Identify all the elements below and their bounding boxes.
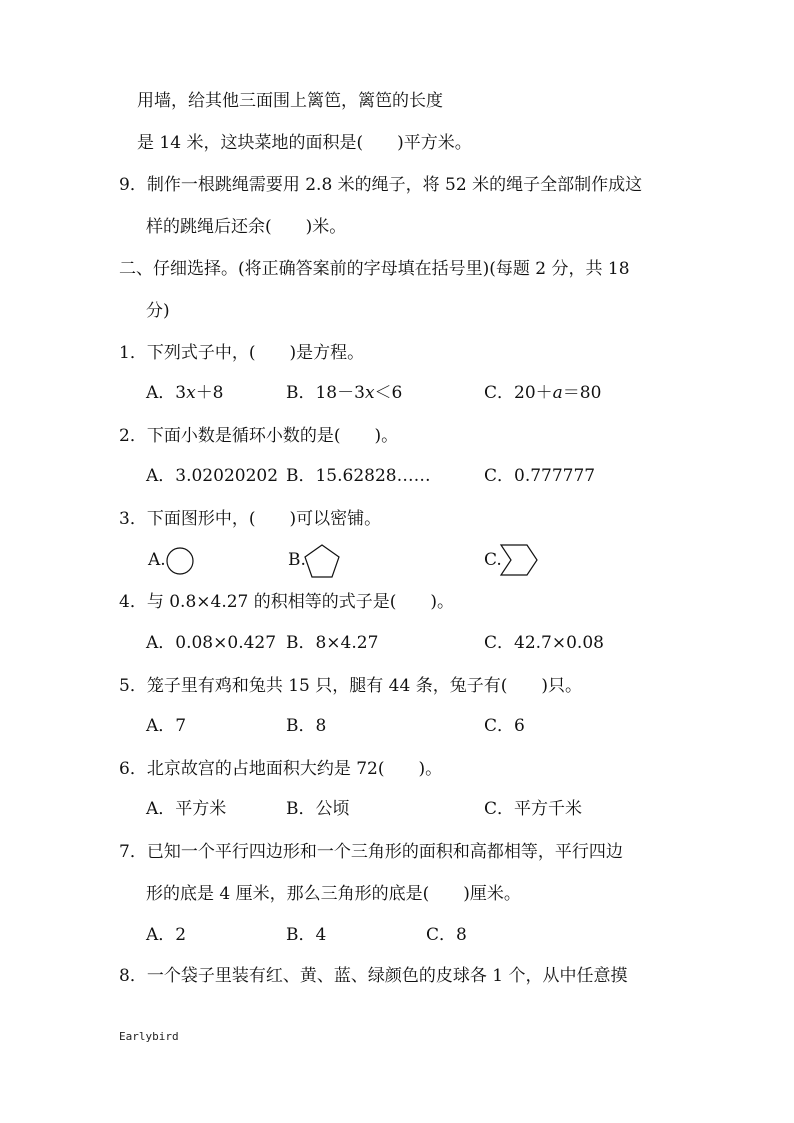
intro-line-2: 是 14 米，这块菜地的面积是( )平方米。 bbox=[137, 133, 472, 153]
question-3-stem: 3．下面图形中，( )可以密铺。 bbox=[119, 509, 382, 529]
question-7-option-c: C．8 bbox=[426, 925, 467, 945]
question-7-stem-line-1: 7．已知一个平行四边形和一个三角形的面积和高都相等，平行四边 bbox=[119, 842, 623, 862]
pentagon-icon bbox=[303, 543, 341, 579]
question-4-option-c: C．42.7×0.08 bbox=[484, 633, 604, 653]
question-4-stem: 4．与 0.8×4.27 的积相等的式子是( )。 bbox=[119, 592, 455, 612]
question-1-option-b: B．18－3x＜6 bbox=[286, 383, 403, 403]
section-2-heading-cont: 分) bbox=[146, 301, 170, 321]
hexagon-icon bbox=[499, 543, 539, 577]
question-1-option-a: A．3x＋8 bbox=[146, 383, 224, 403]
question-3-option-b: B. bbox=[288, 550, 306, 570]
section-2-heading: 二、仔细选择。(将正确答案前的字母填在括号里)(每题 2 分，共 18 bbox=[119, 259, 630, 279]
question-8-stem: 8．一个袋子里装有红、黄、蓝、绿颜色的皮球各 1 个，从中任意摸 bbox=[119, 966, 628, 986]
question-5-stem: 5．笼子里有鸡和兔共 15 只，腿有 44 条，兔子有( )只。 bbox=[119, 676, 582, 696]
q9-line-1: 9．制作一根跳绳需要用 2.8 米的绳子，将 52 米的绳子全部制作成这 bbox=[119, 175, 643, 195]
question-5-option-c: C．6 bbox=[484, 716, 525, 736]
q9-line-2: 样的跳绳后还余( )米。 bbox=[146, 217, 347, 237]
question-6-option-a: A．平方米 bbox=[146, 799, 227, 819]
question-2-option-a: A．3.02020202 bbox=[146, 466, 279, 486]
intro-line-1: 用墙，给其他三面围上篱笆，篱笆的长度 bbox=[137, 91, 443, 111]
question-6-stem: 6．北京故宫的占地面积大约是 72( )。 bbox=[119, 759, 443, 779]
footer-brand: Earlybird bbox=[119, 1030, 179, 1043]
question-2-option-c: C．0.777777 bbox=[484, 466, 596, 486]
question-3-option-c: C. bbox=[484, 550, 502, 570]
question-7-option-b: B．4 bbox=[286, 925, 327, 945]
question-5-option-a: A．7 bbox=[146, 716, 187, 736]
circle-icon bbox=[165, 546, 195, 576]
question-4-option-a: A．0.08×0.427 bbox=[146, 633, 277, 653]
question-2-stem: 2．下面小数是循环小数的是( )。 bbox=[119, 426, 399, 446]
question-7-option-a: A．2 bbox=[146, 925, 187, 945]
question-7-stem-line-2: 形的底是 4 厘米，那么三角形的底是( )厘米。 bbox=[146, 884, 521, 904]
question-4-option-b: B．8×4.27 bbox=[286, 633, 379, 653]
question-2-option-b: B．15.62828…… bbox=[286, 466, 431, 486]
question-3-option-a: A. bbox=[148, 550, 166, 570]
question-5-option-b: B．8 bbox=[286, 716, 327, 736]
question-6-option-c: C．平方千米 bbox=[484, 799, 583, 819]
question-1-option-c: C．20＋a＝80 bbox=[484, 383, 602, 403]
question-6-option-b: B．公顷 bbox=[286, 799, 350, 819]
question-1-stem: 1．下列式子中，( )是方程。 bbox=[119, 343, 365, 363]
